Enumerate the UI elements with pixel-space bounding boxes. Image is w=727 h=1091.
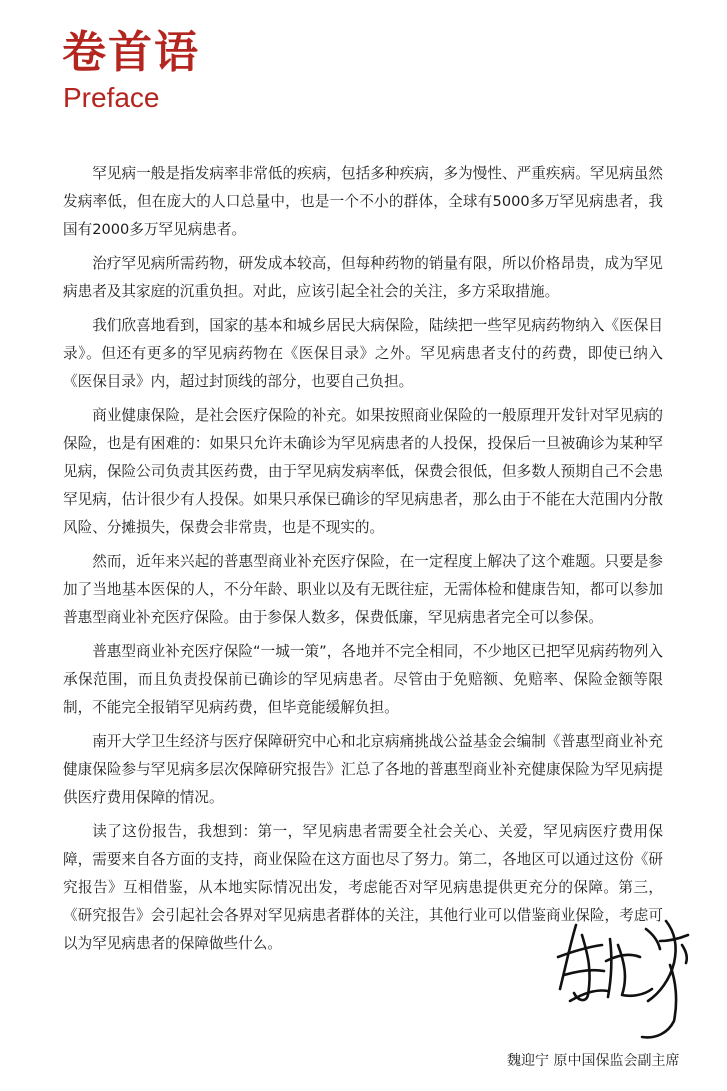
paragraph: 读了这份报告，我想到：第一，罕见病患者需要全社会关心、关爱，罕见病医疗费用保障，需要来自各方面的支持，商业保险在这方面也尽了努力。第二，各地区可以通过这份《研究报告》互相借鉴，从本地实际情况出发，考虑能否对罕见病患提供更充分的保障。第三，《研究报告》会引起社会各界对罕见病患者群体的关注，其他行业可以借鉴商业保险，考虑可以为罕见病患者的保障做些什么。 [63,823,663,952]
preface-body [63,160,663,964]
author-byline: 魏迎宁 原中国保监会副主席 [507,1053,680,1069]
paragraph: 我们欣喜地看到，国家的基本和城乡居民大病保险，陆续把一些罕见病药物纳入《医保目录》。但还有更多的罕见病药物在《医保目录》之外。罕见病患者支付的药费，即使已纳入《医保目录》内，超过封顶线的部分，也要自己负担。 [63,317,663,390]
paragraph: 南开大学卫生经济与医疗保障研究中心和北京病痛挑战公益基金会编制《普惠型商业补充健康保险参与罕见病多层次保障研究报告》汇总了各地的普惠型商业补充健康保险为罕见病提供医疗费用保障的情况。 [63,733,663,806]
paragraph: 罕见病一般是指发病率非常低的疾病，包括多种疾病，多为慢性、严重疾病。罕见病虽然发病率低，但在庞大的人口总量中，也是一个不小的群体，全球有5000多万罕见病患者，我国有2000多万罕见病患者。 [63,165,663,238]
paragraph: 商业健康保险，是社会医疗保险的补充。如果按照商业保险的一般原理开发针对罕见病的保险，也是有困难的：如果只允许未确诊为罕见病患者的人投保，投保后一旦被确诊为某种罕见病，保险公司负责其医药费，由于罕见病发病率低，保费会很低，但多数人预期自己不会患罕见病，估计很少有人投保。如果只承保已确诊的罕见病患者，那么由于不能在大范围内分散风险、分摊损失，保费会非常贵，也是不现实的。 [63,407,663,536]
handwritten-signature [548,905,708,1045]
paragraph: 普惠型商业补充医疗保险“一城一策”，各地并不完全相同，不少地区已把罕见病药物列入承保范围，而且负责投保前已确诊的罕见病患者。尽管由于免赔额、免赔率、保险金额等限制，不能完全报销罕见病药费，但毕竟能缓解负担。 [63,643,663,716]
paragraph: 然而，近年来兴起的普惠型商业补充医疗保险，在一定程度上解决了这个难题。只要是参加了当地基本医保的人，不分年龄、职业以及有无既往症，无需体检和健康告知，都可以参加普惠型商业补充医疗保险。由于参保人数多，保费低廉，罕见病患者完全可以参保。 [63,553,663,626]
paragraph: 治疗罕见病所需药物，研发成本较高，但每种药物的销量有限，所以价格昂贵，成为罕见病患者及其家庭的沉重负担。对此，应该引起全社会的关注，多方采取措施。 [63,255,663,300]
page-title: 卷首语 [62,27,200,78]
page-subtitle: Preface [63,82,160,113]
